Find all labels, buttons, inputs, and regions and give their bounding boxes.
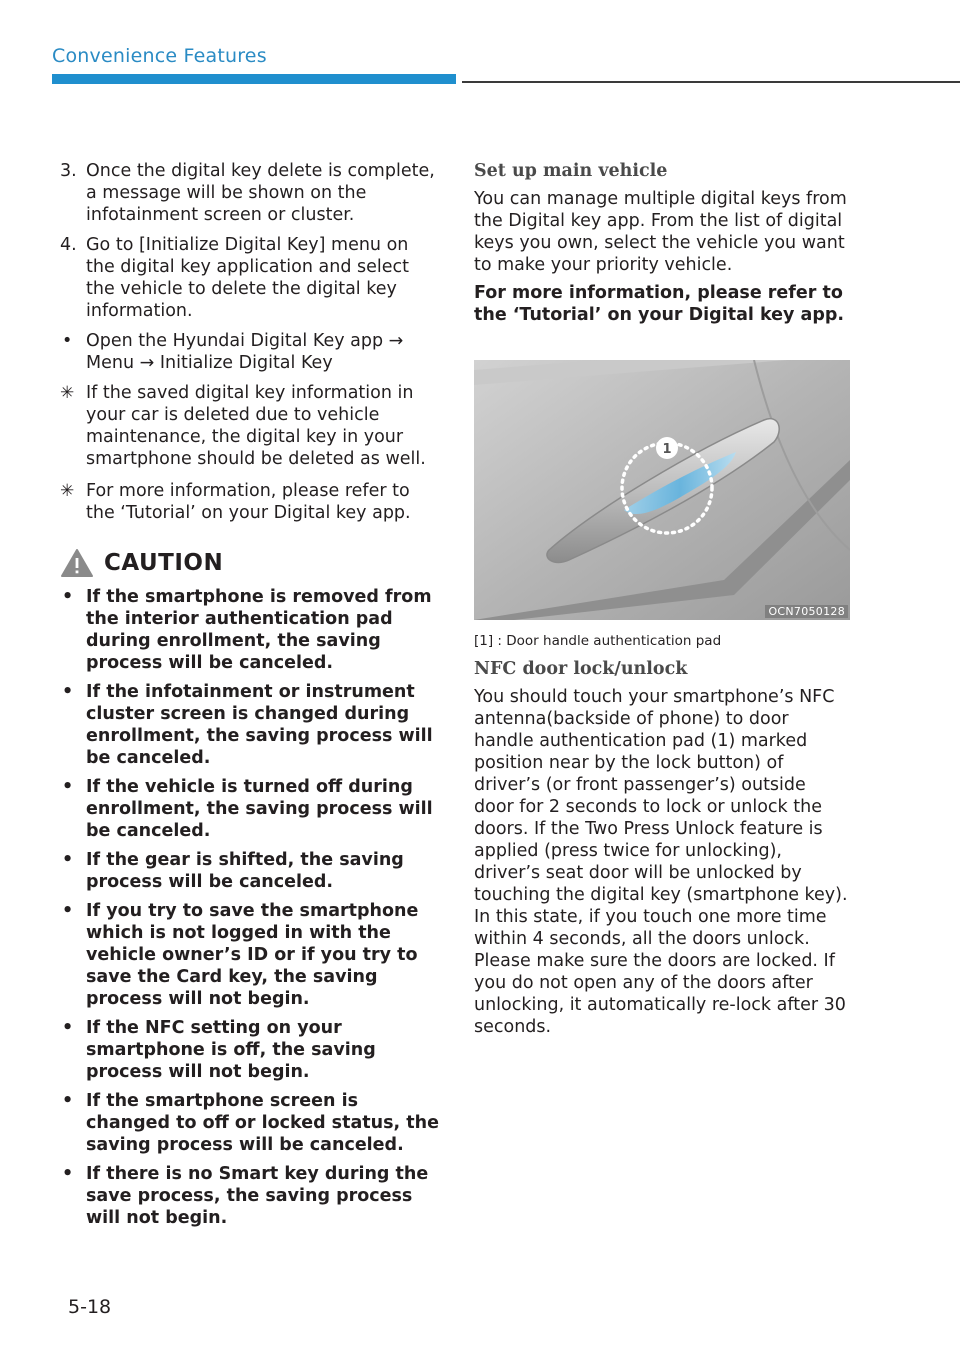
bullet-marker: • xyxy=(62,1018,74,1038)
nfc-paragraph: You should touch your smartphone’s NFC antenna(backside of phone) to door handle authentication pad (1) marked position near by the lock button) of driver’s (or front passenger’s) outside door for 2 seconds to lock or unlock the doors. If the Two Press Unlock feature is applied (press twice for unlocking), driver’s seat door will be unlocked by touching the digital key (smartphone key). In this state, if you touch one more time within 4 seconds, all the doors unlock. Please make sure the doors are locked. If you do not open any of the doors after unlocking, it automatically re-lock after 30 seconds. xyxy=(474,687,848,1037)
caution-text: If there is no Smart key during the save process, the saving process will not begin. xyxy=(86,1164,429,1228)
caution-text: If the smartphone is removed from the interior authentication pad during enrollment, the saving process will be canceled. xyxy=(86,587,432,673)
caution-item xyxy=(60,849,440,893)
section-title: Convenience Features xyxy=(52,45,267,67)
main-vehicle-paragraph: You can manage multiple digital keys from the Digital key app. From the list of digital keys you own, select the vehicle you want to make your priority vehicle. xyxy=(474,189,847,275)
caution-header xyxy=(60,548,440,578)
warning-triangle-icon xyxy=(60,548,94,578)
caution-item xyxy=(60,1090,440,1156)
page-number: 5-18 xyxy=(68,1296,112,1318)
step-text: Go to [Initialize Digital Key] menu on the digital key application and select the vehicle to delete the digital key information. xyxy=(86,235,410,321)
main-vehicle-reference: For more information, please refer to the ‘Tutorial’ on your Digital key app. xyxy=(474,283,845,325)
bullet-marker: • xyxy=(62,1164,74,1184)
right-column xyxy=(474,160,850,1044)
caution-text: If the infotainment or instrument cluster screen is changed during enrollment, the saving process will be canceled. xyxy=(86,682,433,768)
caution-item xyxy=(60,776,440,842)
figure-code: OCN7050128 xyxy=(765,605,848,618)
caution-item xyxy=(60,681,440,769)
numbered-step xyxy=(60,234,440,322)
note-item xyxy=(60,382,440,470)
header-rule xyxy=(462,81,960,83)
section-heading-nfc: NFC door lock/unlock xyxy=(474,659,688,679)
bullet-marker: • xyxy=(62,1091,74,1111)
caution-item xyxy=(60,1163,440,1229)
bullet-item xyxy=(60,330,440,374)
numbered-step xyxy=(60,160,440,226)
note-item xyxy=(60,480,440,524)
caution-text: If the vehicle is turned off during enrollment, the saving process will be canceled. xyxy=(86,777,433,841)
figure-caption: [1] : Door handle authentication pad xyxy=(474,633,722,649)
bullet-marker: • xyxy=(62,682,74,702)
bullet-marker: • xyxy=(62,331,73,351)
left-column xyxy=(60,160,440,1236)
bullet-marker: • xyxy=(62,850,74,870)
asterisk-icon: ✳ xyxy=(60,481,75,501)
note-text: For more information, please refer to the ‘Tutorial’ on your Digital key app. xyxy=(86,481,411,523)
step-number: 4. xyxy=(60,235,77,255)
step-text: Once the digital key delete is complete, a message will be shown on the infotainment screen or cluster. xyxy=(86,161,435,225)
caution-text: If you try to save the smartphone which is not logged in with the vehicle owner’s ID or if you try to save the Card key, the saving process will not begin. xyxy=(86,901,419,1009)
asterisk-icon: ✳ xyxy=(60,383,75,403)
note-text: If the saved digital key information in your car is deleted due to vehicle maintenance, the digital key in your smartphone should be deleted as well. xyxy=(86,383,426,469)
door-handle-figure xyxy=(474,360,850,620)
door-handle-illustration xyxy=(474,360,850,620)
caution-title: CAUTION xyxy=(104,550,224,576)
bullet-marker: • xyxy=(62,901,74,921)
step-number: 3. xyxy=(60,161,77,181)
bullet-marker: • xyxy=(62,777,74,797)
caution-text: If the smartphone screen is changed to off or locked status, the saving process will be canceled. xyxy=(86,1091,439,1155)
bullet-text: Open the Hyundai Digital Key app → Menu → Initialize Digital Key xyxy=(86,331,404,373)
caution-text: If the gear is shifted, the saving process will be canceled. xyxy=(86,850,404,892)
caution-text: If the NFC setting on your smartphone is off, the saving process will not begin. xyxy=(86,1018,376,1082)
caution-item xyxy=(60,1017,440,1083)
figure-marker-label: 1 xyxy=(662,442,672,457)
header-accent-bar xyxy=(52,74,456,84)
bullet-marker: • xyxy=(62,587,74,607)
caution-item xyxy=(60,900,440,1010)
caution-item xyxy=(60,586,440,674)
section-heading-main-vehicle: Set up main vehicle xyxy=(474,161,668,181)
